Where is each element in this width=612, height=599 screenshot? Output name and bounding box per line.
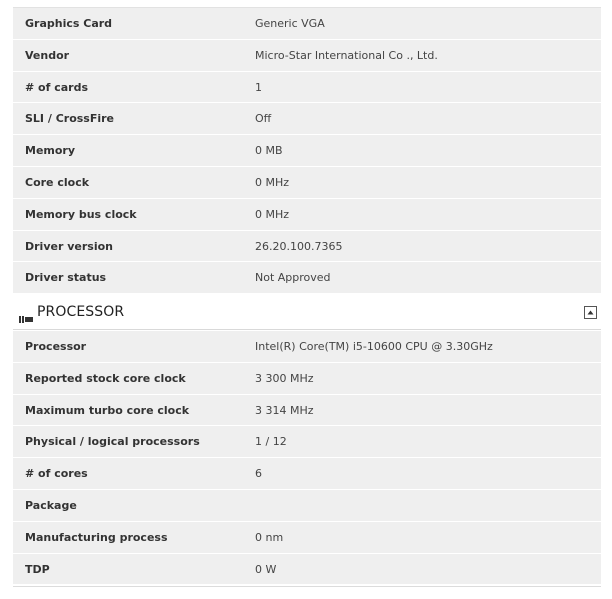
table-row-num-cores bbox=[13, 458, 601, 490]
table-row-graphics-card bbox=[13, 8, 601, 40]
row-label: Core clock bbox=[25, 175, 90, 189]
row-value: Micro-Star International Co ., Ltd. bbox=[255, 48, 438, 62]
table-row-driver-version bbox=[13, 231, 601, 263]
row-label: Memory bbox=[25, 144, 76, 158]
row-value: 1 / 12 bbox=[255, 435, 287, 449]
row-label: # of cores bbox=[25, 467, 88, 481]
row-label: Physical / logical processors bbox=[25, 435, 200, 449]
table-row-manufacturing-process bbox=[13, 522, 601, 554]
table-row-stock-core-clock bbox=[13, 363, 601, 395]
table-row-core-clock bbox=[13, 167, 601, 199]
table-row-tdp bbox=[13, 554, 601, 586]
table-row-processor bbox=[13, 331, 601, 363]
table-row-num-cards bbox=[13, 72, 601, 104]
table-row-package bbox=[13, 490, 601, 522]
row-label: Processor bbox=[25, 340, 87, 353]
row-value: Not Approved bbox=[255, 271, 331, 285]
table-row-driver-status bbox=[13, 262, 601, 294]
row-value: 0 MB bbox=[255, 144, 283, 158]
row-value: 3 314 MHz bbox=[255, 403, 314, 417]
row-label: Driver status bbox=[25, 271, 107, 285]
table-row-sli-crossfire bbox=[13, 103, 601, 135]
row-label: Manufacturing process bbox=[25, 530, 168, 544]
table-row-physical-logical bbox=[13, 426, 601, 458]
processor-table bbox=[13, 331, 601, 585]
row-value: 6 bbox=[255, 467, 262, 481]
row-value: 26.20.100.7365 bbox=[255, 239, 343, 253]
row-label: # of cards bbox=[25, 80, 89, 94]
row-value: 0 nm bbox=[255, 530, 284, 544]
row-value: 0 W bbox=[255, 562, 277, 576]
row-label: SLI / CrossFire bbox=[25, 112, 115, 126]
row-label: Package bbox=[25, 498, 77, 512]
graphics-card-table bbox=[13, 8, 601, 294]
table-row-turbo-core-clock bbox=[13, 395, 601, 427]
table-row-memory-bus-clock bbox=[13, 199, 601, 231]
table-row-vendor bbox=[13, 40, 601, 72]
row-value: 0 MHz bbox=[255, 175, 290, 189]
row-label: TDP bbox=[25, 562, 50, 576]
table-row-memory bbox=[13, 135, 601, 167]
collapse-up-icon[interactable] bbox=[584, 306, 597, 319]
row-label: Driver version bbox=[25, 239, 113, 253]
bottom-divider bbox=[13, 586, 601, 587]
row-label: Vendor bbox=[25, 48, 70, 62]
processor-section-header[interactable] bbox=[13, 296, 601, 330]
row-value: Off bbox=[255, 112, 272, 126]
row-value: 1 bbox=[255, 80, 262, 94]
row-label: Memory bus clock bbox=[25, 207, 137, 221]
row-label: Graphics Card bbox=[25, 17, 113, 30]
row-value: Generic VGA bbox=[255, 17, 325, 30]
row-label: Reported stock core clock bbox=[25, 371, 186, 385]
row-label: Maximum turbo core clock bbox=[25, 403, 190, 417]
section-title: PROCESSOR bbox=[37, 304, 125, 320]
row-value: Intel(R) Core(TM) i5-10600 CPU @ 3.30GHz bbox=[255, 340, 493, 353]
row-value: 0 MHz bbox=[255, 207, 290, 221]
processor-icon bbox=[19, 309, 33, 318]
row-value: 3 300 MHz bbox=[255, 371, 314, 385]
